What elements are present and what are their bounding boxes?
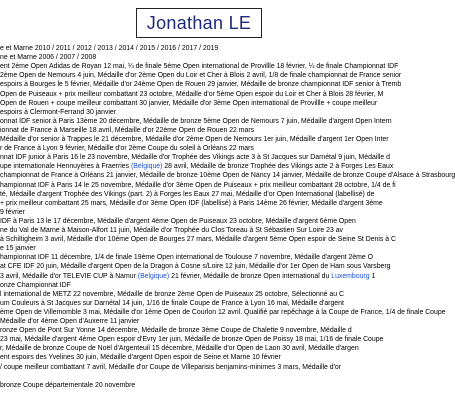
text-line [0, 217, 356, 226]
text-line [0, 44, 218, 53]
text-line [0, 126, 254, 135]
line-text: ionnat de France à Marseille 18 avril, Médaille d'or 22ème Open de Rouen 22 mars [0, 126, 255, 134]
line-text: hampionnat IDF à Paris 14 le 25 novembre, Médaille d'or 3ème Open de Puiseaux + prix meilleur combattant 28 octobre, 1/4 de fi [0, 181, 396, 189]
text-line [0, 290, 344, 299]
line-text: Open de Rouen + coupe meilleur combattant 30 janvier, Médaille d'or 3ème Open international de Provillle + coupe meilleur [0, 99, 378, 107]
text-line [0, 171, 455, 180]
text-line [0, 262, 391, 271]
line-text: e 15 janvier [0, 245, 36, 253]
line-text: espoirs à Clermont-Ferrand 30 janvier [0, 108, 117, 116]
text-line [0, 381, 135, 390]
text-line [0, 299, 344, 308]
line-text: ne et Marne 2006 / 2007 / 2008 [0, 54, 97, 62]
title-box [136, 8, 262, 38]
text-line [0, 317, 139, 326]
text-line [0, 99, 377, 108]
text-line [0, 135, 389, 144]
text-line [0, 344, 359, 353]
text-line [0, 253, 373, 262]
text-line [0, 235, 396, 244]
line-text: bronze Coupe départementale 20 novembre [0, 381, 136, 389]
text-line [0, 363, 341, 372]
text-line [0, 90, 383, 99]
line-text: um Couleurs à St Jacques sur Darnétal 14 juin, 1/16 de finale Coupe de France à Lyon 16 mai, Médaille d'argent [0, 299, 344, 307]
text-line [0, 190, 374, 199]
line-text: 23 mai, Médaille d'argent 4ème Open espoir d'Evry 1er juin, Médaille de bronze Open de Poissy 18 mai, 1/16 de finale Coupe [0, 336, 384, 344]
line-text: 9 février [0, 208, 25, 216]
line-text: r de France à Lyon 9 février, Médaille d'or 2ème Coupe du soleil à Orléans 22 mars [0, 145, 254, 153]
text-line [0, 244, 36, 253]
document-body [0, 44, 455, 400]
text-line [0, 199, 383, 208]
line-text: at CFE IDF 20 juin, Médaille d'argent Open de la Dragon à Cosne s/Loire 12 juin, Médaille d'or 1er Open de Ham sous Varsberg [0, 263, 391, 271]
line-text: nnat IDF junior à Paris 16 le 23 novembre, Médaille d'or Trophée des Vikings acte 3 à St Jacques sur Darnétal 9 juin, Médaille d [0, 154, 390, 162]
line-text: ne du Val de Marne à Maison-Alfort 11 juin, Médaille d'or Trophée du Clos Toreau à St Sébastien Sur Loire 23 av [0, 227, 343, 234]
line-text: / coupe meilleur combattant 7 avril, Médaille d'or Coupe de Villeparisis benjamins-minimes 3 mars, Médaille d'or [0, 363, 342, 371]
text-line [0, 117, 392, 126]
text-line [0, 153, 390, 162]
text-line [0, 353, 281, 362]
line-text: ème Open de Villemomble 3 mai, Médaille d'or 1ème Open de Courlon 12 avril. Qualifié par repêchage à la Coupe de France, 1/4 de finale Coupe [0, 308, 446, 316]
text-line [0, 181, 396, 190]
line-text: l international de METZ 22 novembre, Médaille de bronze 2ème Open de Puiseaux 25 octobre, Sélectionné au C [0, 290, 344, 298]
line-text: Médaille d'or 4ème Open d'Auxerre 11 janvier [0, 318, 140, 325]
line-text: 2ème Open de Nemours 4 juin, Médaille d'or 2ème Open du Loir et Cher à Blois 2 avril, 1/8 de finale championnat de France senior [0, 72, 402, 80]
line-text: à Schiltigheim 3 avril, Médaille d'or 10ème Open de Bourges 27 mars, Médaille d'argent 5ème Open espoir de Seine St Denis à C [0, 236, 396, 244]
line-text: espoirs à Bourges le 5 février, Médaille d'or 24ème Open de Rouen 29 janvier, Médaille de bronze championnat IDF senior à Tremb [0, 81, 402, 89]
text-line [0, 53, 96, 62]
text-line [0, 108, 116, 117]
text-line [0, 80, 401, 89]
line-text: e et Marne 2010 / 2011 / 2012 / 2013 / 2014 / 2015 / 2016 / 2017 / 2019 [0, 45, 219, 52]
text-line [0, 335, 383, 344]
line-text: onze Championnat IDF [0, 281, 71, 289]
line-text: ent 2ème Open Adidas de Royan 12 mai, ¼ de finale 5ème Open international de Provillle 18 février, ¼ de finale Championnat IDF [0, 63, 399, 71]
text-line [0, 281, 71, 290]
line-text: upe internationale Hennuyères à Fraerries [0, 163, 131, 171]
line-text: onnat IDF senior à Paris 13ème 20 décembre, Médaille de bronze 5ème Open de Nemours 7 juin, Médaille d'argent Open Intern [0, 117, 392, 125]
line-text: Open de Puiseaux + prix meilleur combattant 23 octobre, Médaille d'or 5ème Open espoir du Loir et Cher à Blois 28 février, M [0, 90, 384, 98]
line-text: + prix meilleur combattant 25 mars, Médaille d'or 3ème Open IDF (labellisé) à Paris 14ème 26 février, Médaille d'argent 3ème [0, 199, 383, 207]
highlighted-text: Luxembourg [331, 272, 370, 280]
highlighted-text: (Belgique) [131, 163, 163, 171]
text-line [0, 208, 25, 217]
highlighted-text: (Belgique) [137, 272, 170, 280]
line-text: 3 avril, Médaille d'or TELEVIE CUP à Namur [0, 272, 138, 280]
line-text: ent espoirs des Yvelines 30 juin, Médaille d'argent Open espoir de Seine et Marne 10 février [0, 354, 281, 362]
line-text: ronze Open de Pont Sur Yonne 14 décembre, Médaille de bronze 3ème Coupe de Chalette 9 novembre, Médaille d [0, 327, 352, 335]
line-text: championnat de France à Orléans 21 janvier, Médaille de bronze 10ème Open de Nancy 14 janvier, Médaille de bronze Coupe d'Alsace à Strasbourg [0, 172, 455, 180]
text-line [0, 144, 254, 153]
line-text: 1 [369, 272, 376, 280]
line-text: IDF à Paris 13 le 17 décembre, Médaille d'argent 4ème Open de Puiseaux 23 octobre, Médaille d'argent 6ème Open [0, 217, 356, 225]
text-line [0, 308, 446, 317]
text-line [0, 162, 393, 171]
text-line [0, 272, 375, 281]
text-line [0, 326, 352, 335]
line-text: 21 février, Médaille de bronze Open international du [169, 272, 332, 280]
page-title: Jonathan LE [146, 12, 252, 33]
text-line [0, 62, 398, 71]
line-text: té, Médaille d'argent Trophée des Vikings (part. 2) à Forges les Eaux 27 mai, Médaille d'or Open International (labellisé) de [0, 190, 375, 198]
text-line [0, 226, 343, 235]
line-text: Médaille d'or senior à Trappes le 21 décembre, Médaille d'or 2ème Open de Nemours 1er juin, Médaille d'argent 1er Open Inter [0, 136, 389, 143]
line-text: r, Médaille de bronze Coupe de Noël d'Argenteuil 15 décembre, Médaille d'or Open de Laon 30 avril, Médaille d'argen [0, 345, 359, 353]
line-text: 28 avril, Médaille de bronze Trophée des Vikings acte 2 à Forges Les Eaux [162, 163, 394, 171]
line-text: hampionnat IDF 11 décembre, 1/4 de finale 19ème Open international de Toulouse 7 novembre, Médaille d'argent 2ème O [0, 254, 374, 262]
text-line [0, 71, 401, 80]
